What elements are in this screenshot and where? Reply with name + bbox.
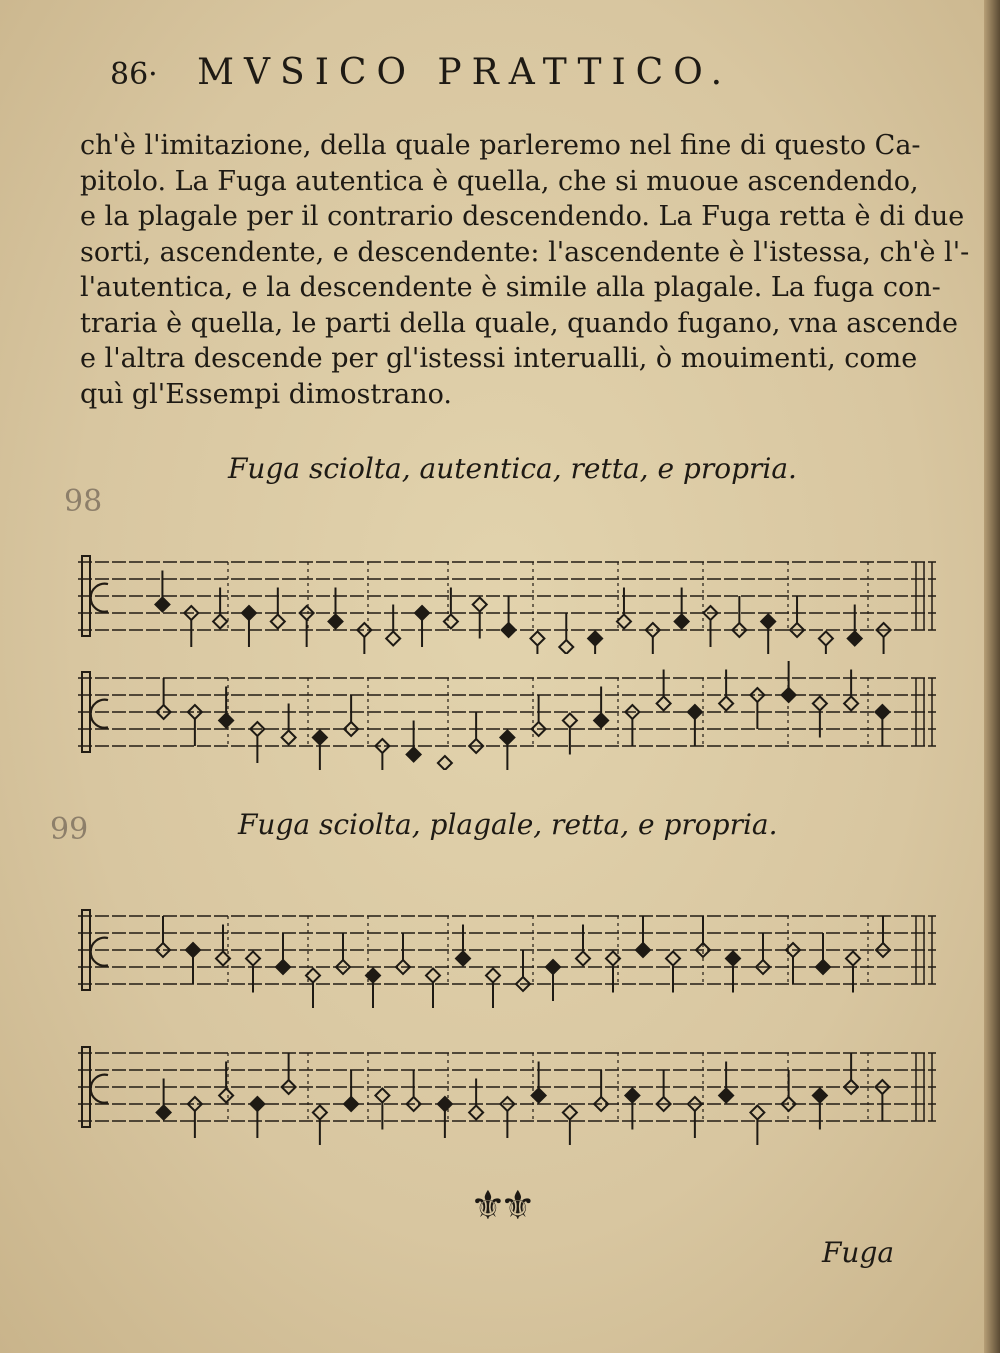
mensuration-sign [91, 1075, 108, 1103]
note-head [213, 615, 227, 629]
running-header [110, 52, 870, 93]
note-head [813, 697, 827, 711]
note-head [386, 632, 400, 646]
example-caption: Fuga sciolta, plagale, retta, e propria. [238, 808, 778, 841]
page-edge [984, 0, 1000, 1353]
note-head [500, 731, 514, 745]
music-staff [78, 660, 936, 770]
note-head [636, 943, 650, 957]
note-head [426, 969, 440, 983]
note-head [844, 697, 858, 711]
text-line: e l'altra descende per gl'istessi interualli, ò mouimenti, come [80, 343, 918, 374]
note-head [486, 969, 500, 983]
note-head [617, 615, 631, 629]
note-head [688, 705, 702, 719]
note-head [816, 960, 830, 974]
note-head [675, 615, 689, 629]
note-head [375, 1089, 389, 1103]
note-head [666, 952, 680, 966]
note-head [875, 705, 889, 719]
note-head [563, 714, 577, 728]
note-head [157, 1106, 171, 1120]
note-head [532, 1089, 546, 1103]
note-head [576, 952, 590, 966]
running-title: MVSICO PRATTICO. [197, 52, 733, 93]
note-head [456, 952, 470, 966]
mensuration-sign [91, 584, 108, 612]
note-head [415, 606, 429, 620]
text-line: traria è quella, le parti della quale, quando fugano, vna ascende [80, 307, 959, 339]
note-head [625, 1089, 639, 1103]
note-head [719, 1089, 733, 1103]
note-head [469, 1106, 483, 1120]
mensuration-sign [91, 700, 108, 728]
note-head [530, 632, 544, 646]
note-head [546, 960, 560, 974]
note-head [502, 623, 516, 637]
note-head [186, 943, 200, 957]
note-head [246, 952, 260, 966]
note-head [588, 632, 602, 646]
note-head [657, 697, 671, 711]
note-head [276, 960, 290, 974]
note-head [813, 1089, 827, 1103]
note-head [219, 714, 233, 728]
note-head [750, 1106, 764, 1120]
note-head [219, 1089, 233, 1103]
text-line: e la plagale per il contrario descendendo. La Fuga retta è di due [80, 201, 965, 232]
mensuration-sign [91, 938, 108, 966]
music-staff [78, 1035, 936, 1145]
example-caption: Fuga sciolta, autentica, retta, e propria. [228, 452, 797, 485]
note-head [438, 1097, 452, 1111]
text-line: pitolo. La Fuga autentica è quella, che si muoue ascendendo, [80, 165, 919, 197]
note-head [271, 615, 285, 629]
note-head [819, 632, 833, 646]
text-line: ch'è l'imitazione, della quale parleremo nel fine di questo Ca- [80, 130, 921, 161]
text-line: quì gl'Essempi dimostrano. [80, 378, 452, 410]
note-head [782, 688, 796, 702]
note-head [282, 731, 296, 745]
text-line: l'autentica, e la descendente è simile alla plagale. La fuga con- [80, 272, 941, 303]
margin-number: 99 [50, 812, 89, 847]
body-paragraph [80, 128, 970, 412]
fleuron-ornament: ⚜⚜ [470, 1183, 530, 1229]
music-staff [78, 898, 936, 1008]
catchword: Fuga [822, 1236, 895, 1269]
note-head [250, 1097, 264, 1111]
note-head [407, 748, 421, 762]
note-head [559, 640, 573, 654]
note-head [444, 615, 458, 629]
note-head [848, 632, 862, 646]
page-number: 86· [110, 57, 158, 92]
note-head [594, 714, 608, 728]
text-line: sorti, ascendente, e descendente: l'ascendente è l'istessa, ch'è l'- [80, 236, 970, 268]
note-head [155, 598, 169, 612]
note-head [329, 615, 343, 629]
note-head [563, 1106, 577, 1120]
note-head [344, 1097, 358, 1111]
note-head [313, 1106, 327, 1120]
music-staff [78, 544, 936, 654]
note-head [761, 615, 775, 629]
note-head [313, 731, 327, 745]
note-head [242, 606, 256, 620]
note-head [719, 697, 733, 711]
note-head [846, 952, 860, 966]
note-head [726, 952, 740, 966]
margin-number: 98 [64, 484, 103, 519]
note-head [438, 756, 452, 770]
note-head [473, 598, 487, 612]
